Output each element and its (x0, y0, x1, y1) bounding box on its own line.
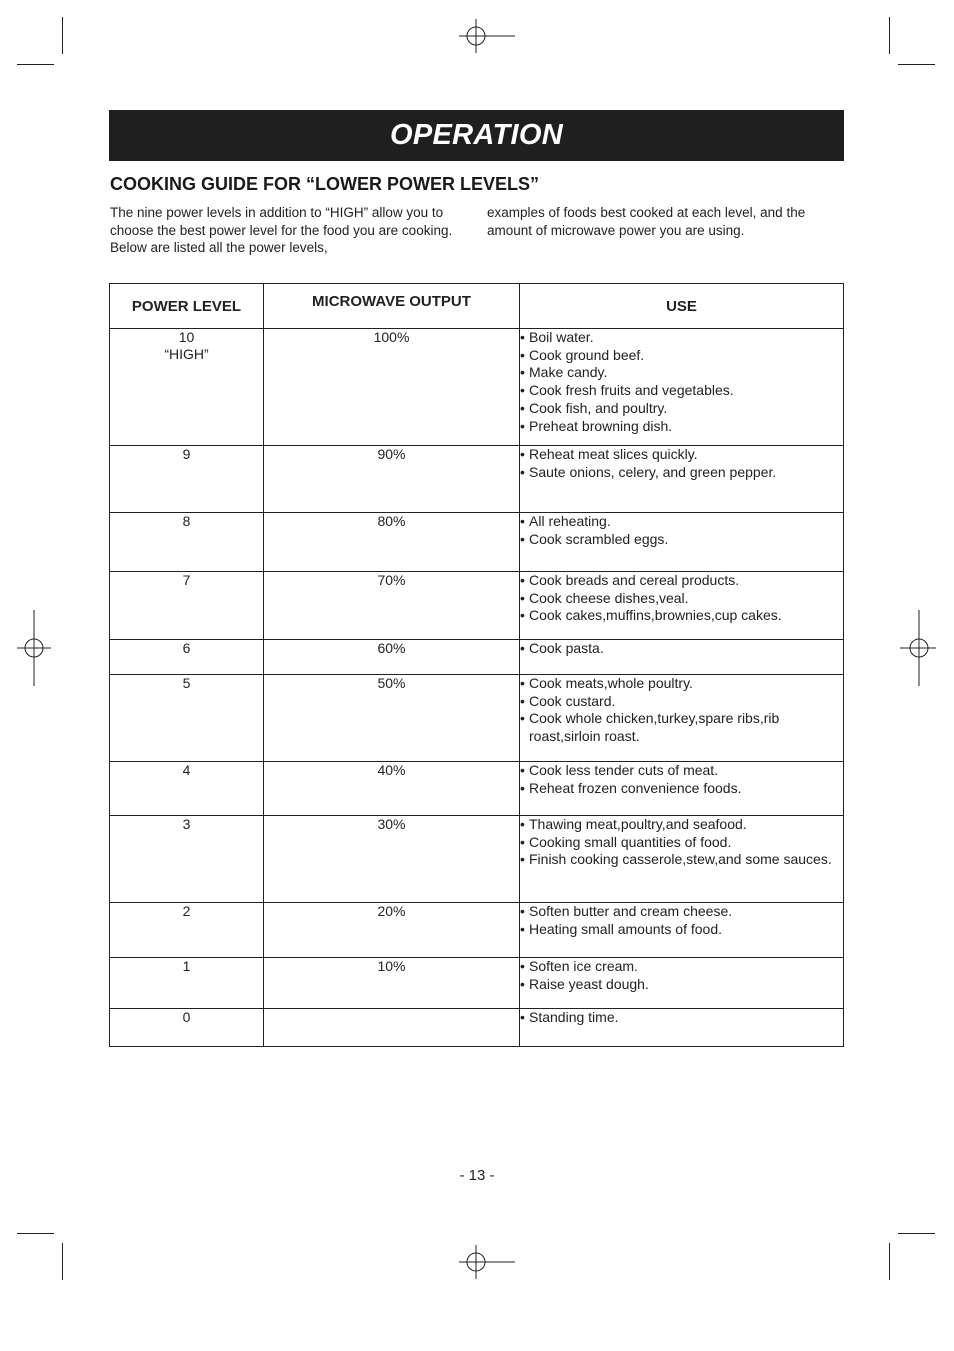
power-level-value: 2 (182, 903, 191, 919)
crop-mark (62, 1243, 63, 1280)
use-item-text: Cook ground beef. (529, 346, 645, 363)
crop-mark (62, 17, 63, 54)
use-item-text: Cook scrambled eggs. (529, 530, 669, 547)
crop-mark (898, 64, 935, 65)
microwave-output-value: 10% (377, 958, 406, 974)
power-level-value: 8 (182, 513, 191, 529)
use-item (520, 446, 843, 464)
use-item-text: Saute onions, celery, and green pepper. (529, 463, 777, 480)
intro-text-left: The nine power levels in addition to “HIGH” allow you to choose the best power level for the food you are cooking. Below are listed all the power levels, (110, 205, 453, 255)
microwave-output-cell (264, 446, 520, 513)
microwave-output-value: 70% (377, 572, 406, 588)
microwave-output-value: 30% (377, 816, 406, 832)
use-item-text: Cooking small quantities of food. (529, 833, 732, 850)
use-cell (520, 1009, 844, 1047)
microwave-output-value: 90% (377, 446, 406, 462)
microwave-output-cell (264, 816, 520, 903)
use-list (520, 1009, 843, 1027)
use-item (520, 851, 843, 869)
use-item-text: Reheat frozen convenience foods. (529, 779, 742, 796)
use-item-text: Make candy. (529, 364, 608, 381)
crop-mark (889, 1243, 890, 1280)
microwave-output-value: 40% (377, 762, 406, 778)
use-item (520, 513, 843, 531)
use-item-text: Preheat browning dish. (529, 417, 673, 434)
column-header-power-level: POWER LEVEL (110, 284, 264, 329)
table-row (110, 1009, 844, 1047)
use-item (520, 640, 843, 658)
microwave-output-cell (264, 958, 520, 1009)
use-item (520, 921, 843, 939)
use-item-text: Cook cheese dishes,veal. (529, 589, 689, 606)
power-level-cell (110, 675, 264, 762)
table-row (110, 762, 844, 816)
use-list (520, 640, 843, 658)
table-row (110, 958, 844, 1009)
power-level-value: 9 (182, 446, 191, 462)
microwave-output-cell (264, 675, 520, 762)
microwave-output-cell (264, 903, 520, 958)
cooking-guide-table (109, 283, 844, 1047)
use-item (520, 382, 843, 400)
use-item (520, 780, 843, 798)
use-item-text: All reheating. (529, 513, 611, 529)
use-cell (520, 762, 844, 816)
microwave-output-value: 100% (373, 329, 410, 345)
crop-mark (898, 1233, 935, 1234)
use-cell (520, 572, 844, 640)
use-item (520, 572, 843, 590)
power-level-cell (110, 762, 264, 816)
use-item-text: Thawing meat,poultry,and seafood. (529, 816, 747, 832)
crop-mark (17, 1233, 54, 1234)
power-level-value: 7 (182, 572, 191, 588)
registration-mark-right (900, 610, 936, 686)
use-cell (520, 816, 844, 903)
use-cell (520, 640, 844, 675)
use-item (520, 364, 843, 382)
microwave-output-cell (264, 1009, 520, 1047)
use-item-text: Cook fresh fruits and vegetables. (529, 382, 734, 399)
power-level-cell (110, 1009, 264, 1047)
use-cell (520, 903, 844, 958)
use-item-text: Cook pasta. (529, 640, 604, 656)
use-item-text: Cook less tender cuts of meat. (529, 762, 719, 778)
power-level-cell (110, 329, 264, 446)
use-item-text: Heating small amounts of food. (529, 920, 722, 937)
use-list (520, 816, 843, 869)
power-level-value: 3 (182, 816, 191, 832)
use-item-text: Boil water. (529, 329, 594, 345)
table-row (110, 903, 844, 958)
use-item (520, 816, 843, 834)
use-item (520, 347, 843, 365)
use-item (520, 958, 843, 976)
power-level-label: “HIGH” (164, 346, 209, 362)
use-list (520, 762, 843, 797)
use-list (520, 675, 843, 746)
use-cell (520, 958, 844, 1009)
power-level-cell (110, 816, 264, 903)
microwave-output-cell (264, 640, 520, 675)
use-cell (520, 329, 844, 446)
intro-text-right: examples of foods best cooked at each level, and the amount of microwave power you are using. (487, 205, 806, 238)
use-item (520, 418, 843, 436)
column-header-use: USE (520, 284, 844, 329)
use-item-text: Finish cooking casserole,stew,and some sauces. (529, 851, 832, 868)
power-level-value: 6 (182, 640, 191, 656)
table-row (110, 513, 844, 572)
use-item (520, 531, 843, 549)
table-row (110, 816, 844, 903)
table-header-row (110, 284, 844, 329)
use-list (520, 329, 843, 435)
use-item-text: Cook cakes,muffins,brownies,cup cakes. (529, 607, 782, 624)
power-level-cell (110, 572, 264, 640)
section-heading: COOKING GUIDE FOR “LOWER POWER LEVELS” (110, 174, 540, 194)
power-level-cell (110, 640, 264, 675)
microwave-output-cell (264, 762, 520, 816)
crop-mark (889, 17, 890, 54)
use-item (520, 590, 843, 608)
use-cell (520, 513, 844, 572)
power-level-value: 10 (178, 329, 195, 345)
microwave-output-cell (264, 513, 520, 572)
power-level-value: 5 (182, 675, 191, 691)
use-item-text: Cook whole chicken,turkey,spare ribs,rib roast,sirloin roast. (529, 710, 780, 745)
use-item-text: Cook custard. (529, 692, 616, 709)
use-item (520, 762, 843, 780)
use-cell (520, 675, 844, 762)
use-list (520, 958, 843, 993)
use-item-text: Standing time. (529, 1009, 619, 1025)
use-item-text: Cook meats,whole poultry. (529, 675, 693, 691)
use-item-text: Soften ice cream. (529, 958, 638, 974)
use-item (520, 607, 843, 625)
power-level-value: 4 (182, 762, 191, 778)
table-row (110, 572, 844, 640)
table-row (110, 640, 844, 675)
operation-banner (109, 110, 844, 161)
registration-mark-left (17, 610, 51, 686)
use-item-text: Raise yeast dough. (529, 975, 649, 992)
power-level-cell (110, 513, 264, 572)
registration-mark-bottom (459, 1245, 515, 1279)
use-item (520, 693, 843, 711)
table-row (110, 329, 844, 446)
use-list (520, 903, 843, 938)
use-item (520, 400, 843, 418)
microwave-output-value: 80% (377, 513, 406, 529)
page-title: OPERATION (390, 119, 563, 151)
use-list (520, 572, 843, 625)
power-level-cell (110, 446, 264, 513)
use-list (520, 446, 843, 481)
microwave-output-cell (264, 329, 520, 446)
table-row (110, 675, 844, 762)
power-level-cell (110, 903, 264, 958)
microwave-output-value: 60% (377, 640, 406, 656)
use-item (520, 834, 843, 852)
page-number: - 13 - (459, 1167, 495, 1184)
use-item-text: Soften butter and cream cheese. (529, 903, 733, 919)
registration-mark-top (459, 19, 515, 53)
crop-mark (17, 64, 54, 65)
use-item (520, 1009, 843, 1027)
use-item (520, 903, 843, 921)
use-list (520, 513, 843, 548)
use-item-text: Cook breads and cereal products. (529, 572, 740, 588)
use-item (520, 464, 843, 482)
table-row (110, 446, 844, 513)
use-item (520, 976, 843, 994)
power-level-value: 0 (182, 1009, 191, 1025)
microwave-output-cell (264, 572, 520, 640)
power-level-cell (110, 958, 264, 1009)
column-header-microwave-output: MICROWAVE OUTPUT (264, 284, 520, 329)
use-item-text: Reheat meat slices quickly. (529, 446, 698, 462)
use-item-text: Cook fish, and poultry. (529, 399, 668, 416)
use-item (520, 710, 843, 745)
microwave-output-value: 20% (377, 903, 406, 919)
microwave-output-value: 50% (377, 675, 406, 691)
use-item (520, 329, 843, 347)
power-level-value: 1 (182, 958, 191, 974)
use-cell (520, 446, 844, 513)
use-item (520, 675, 843, 693)
